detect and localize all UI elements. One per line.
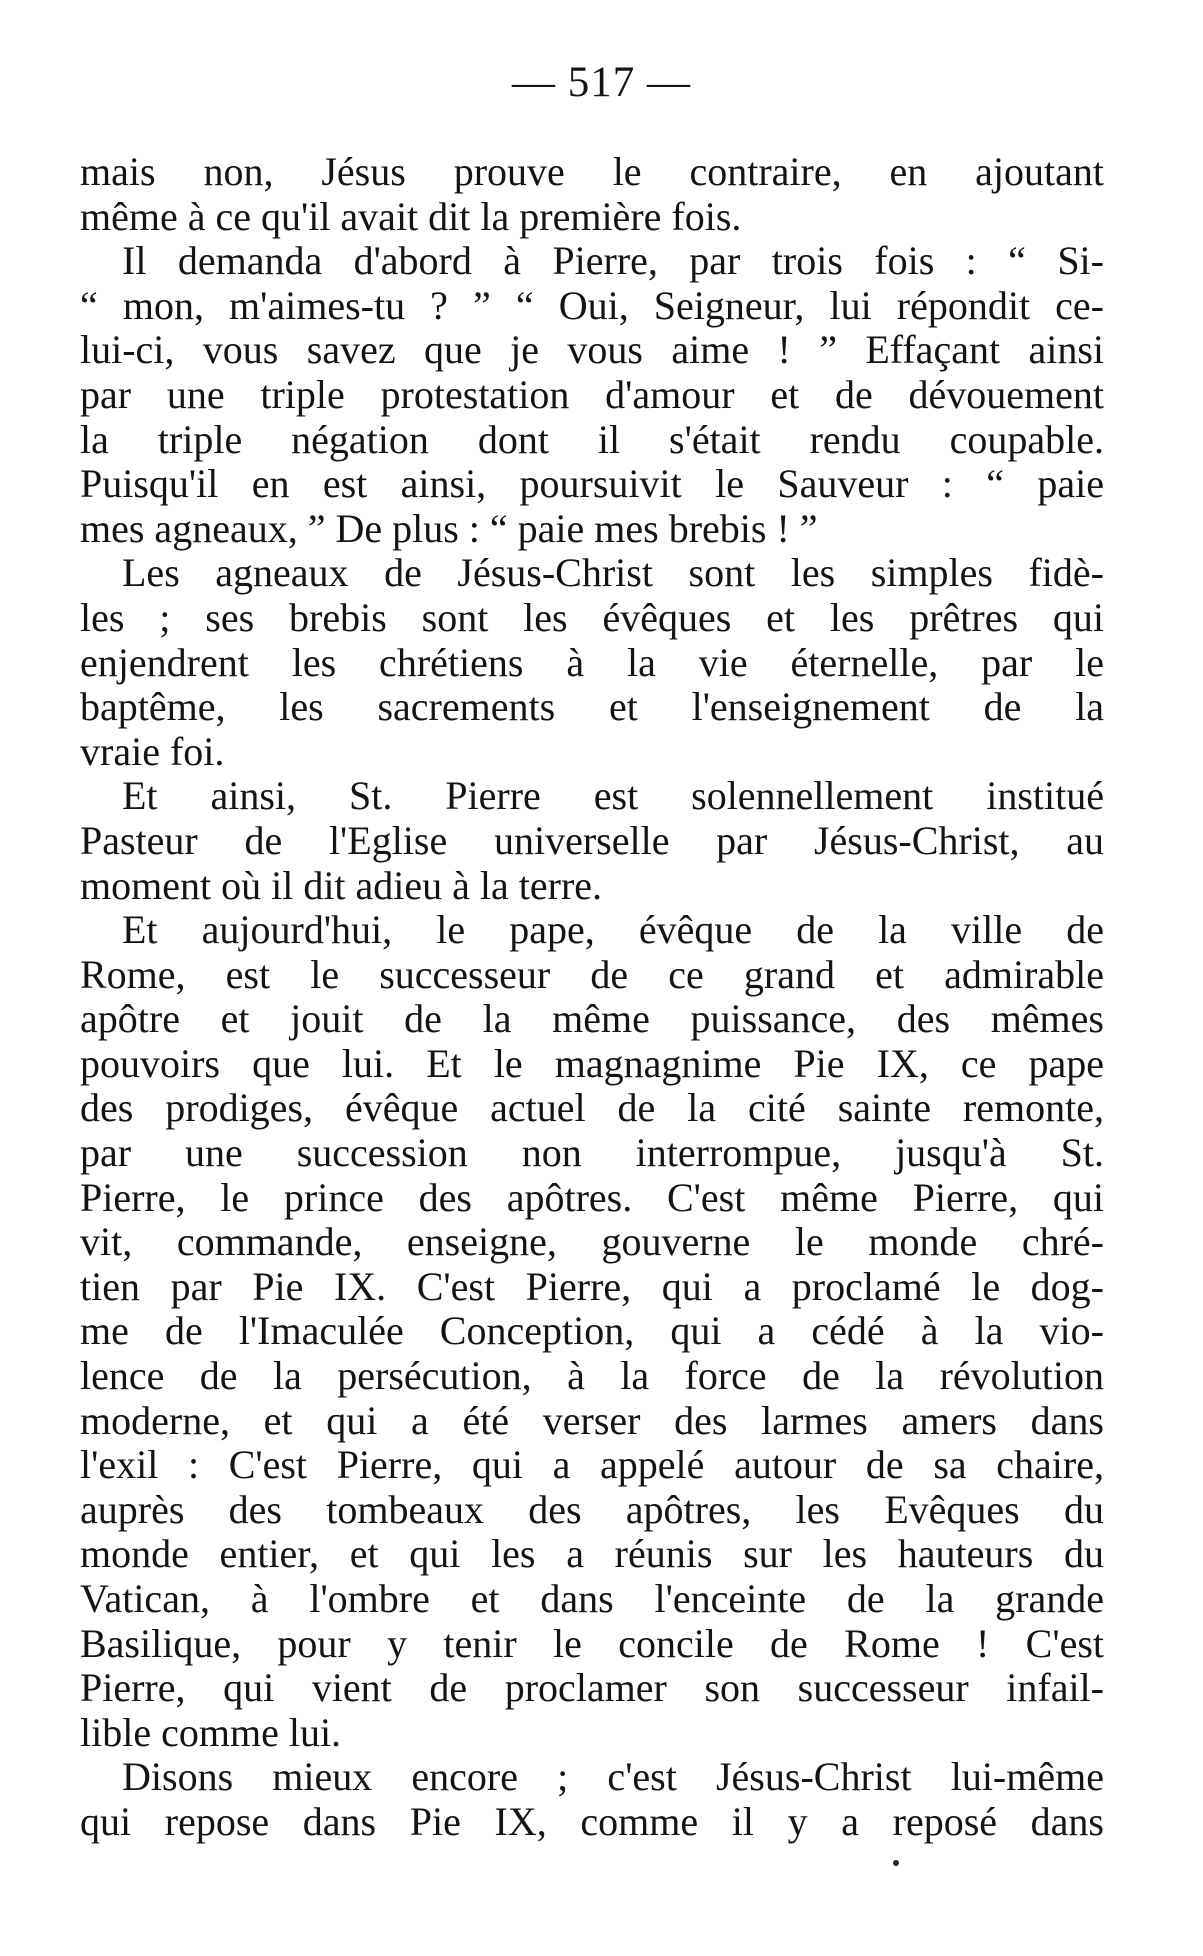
text-line: Et aujourd'hui, le pape, évêque de la ville de xyxy=(122,908,1104,953)
text-line: me de l'Imaculée Conception, qui a cédé à la vio- xyxy=(80,1309,1104,1354)
text-line: Basilique, pour y tenir le concile de Rome ! C'est xyxy=(80,1621,1104,1666)
ink-speck xyxy=(893,1860,899,1866)
text-line: la triple négation dont il s'était rendu coupable. xyxy=(80,417,1104,462)
text-line: “ mon, m'aimes-tu ? ” “ Oui, Seigneur, lui répondit ce- xyxy=(80,283,1104,328)
text-line: lence de la persécution, à la force de la révolution xyxy=(80,1354,1104,1399)
text-line: Vatican, à l'ombre et dans l'enceinte de la grande xyxy=(80,1577,1104,1621)
text-line: auprès des tombeaux des apôtres, les Evêques du xyxy=(80,1487,1104,1532)
text-line: Pierre, qui vient de proclamer son successeur infail- xyxy=(80,1666,1104,1711)
text-line: lible comme lui. xyxy=(80,1710,342,1755)
text-line: enjendrent les chrétiens à la vie éternelle, par le xyxy=(80,640,1104,685)
text-line: lui-ci, vous savez que je vous aime ! ” Effaçant ainsi xyxy=(80,328,1104,373)
text-line: Rome, est le successeur de ce grand et admirable xyxy=(80,952,1104,997)
text-line: même à ce qu'il avait dit la première fois. xyxy=(80,194,742,239)
body-text xyxy=(80,150,1104,1845)
text-line: apôtre et jouit de la même puissance, des mêmes xyxy=(80,997,1104,1042)
text-line: Pasteur de l'Eglise universelle par Jésus-Christ, au xyxy=(80,818,1104,863)
text-line: par une succession non interrompue, jusqu'à St. xyxy=(80,1131,1104,1176)
text-line: Puisqu'il en est ainsi, poursuivit le Sauveur : “ paie xyxy=(80,462,1104,507)
page-number: — 517 — xyxy=(512,59,691,106)
text-line: mais non, Jésus prouve le contraire, en ajoutant xyxy=(80,150,1104,194)
text-line: Pierre, le prince des apôtres. C'est même Pierre, qui xyxy=(80,1175,1104,1220)
text-line: moderne, et qui a été verser des larmes amers dans xyxy=(80,1398,1104,1443)
text-line: vit, commande, enseigne, gouverne le monde chré- xyxy=(80,1220,1104,1265)
text-line: l'exil : C'est Pierre, qui a appelé autour de sa chaire, xyxy=(80,1443,1104,1488)
text-line: par une triple protestation d'amour et de dévouement xyxy=(80,372,1104,417)
text-line: Disons mieux encore ; c'est Jésus-Christ lui-même xyxy=(122,1755,1104,1800)
text-line: Et ainsi, St. Pierre est solennellement institué xyxy=(122,774,1104,819)
text-line: vraie foi. xyxy=(80,729,225,774)
text-line: les ; ses brebis sont les évêques et les prêtres qui xyxy=(80,595,1104,640)
text-line: pouvoirs que lui. Et le magnagnime Pie IX, ce pape xyxy=(80,1041,1104,1086)
text-line: monde entier, et qui les a réunis sur les hauteurs du xyxy=(80,1532,1104,1577)
text-line: tien par Pie IX. C'est Pierre, qui a proclamé le dog- xyxy=(80,1264,1104,1309)
text-line: mes agneaux, ” De plus : “ paie mes brebis ! ” xyxy=(80,506,818,551)
text-line: qui repose dans Pie IX, comme il y a reposé dans xyxy=(80,1799,1104,1844)
text-line: baptême, les sacrements et l'enseignement de la xyxy=(80,685,1104,730)
text-line: Les agneaux de Jésus-Christ sont les simples fidè- xyxy=(122,551,1104,596)
text-line: moment où il dit adieu à la terre. xyxy=(80,863,603,908)
text-line: Il demanda d'abord à Pierre, par trois fois : “ Si- xyxy=(122,239,1104,284)
text-line: des prodiges, évêque actuel de la cité sainte remonte, xyxy=(80,1086,1104,1131)
